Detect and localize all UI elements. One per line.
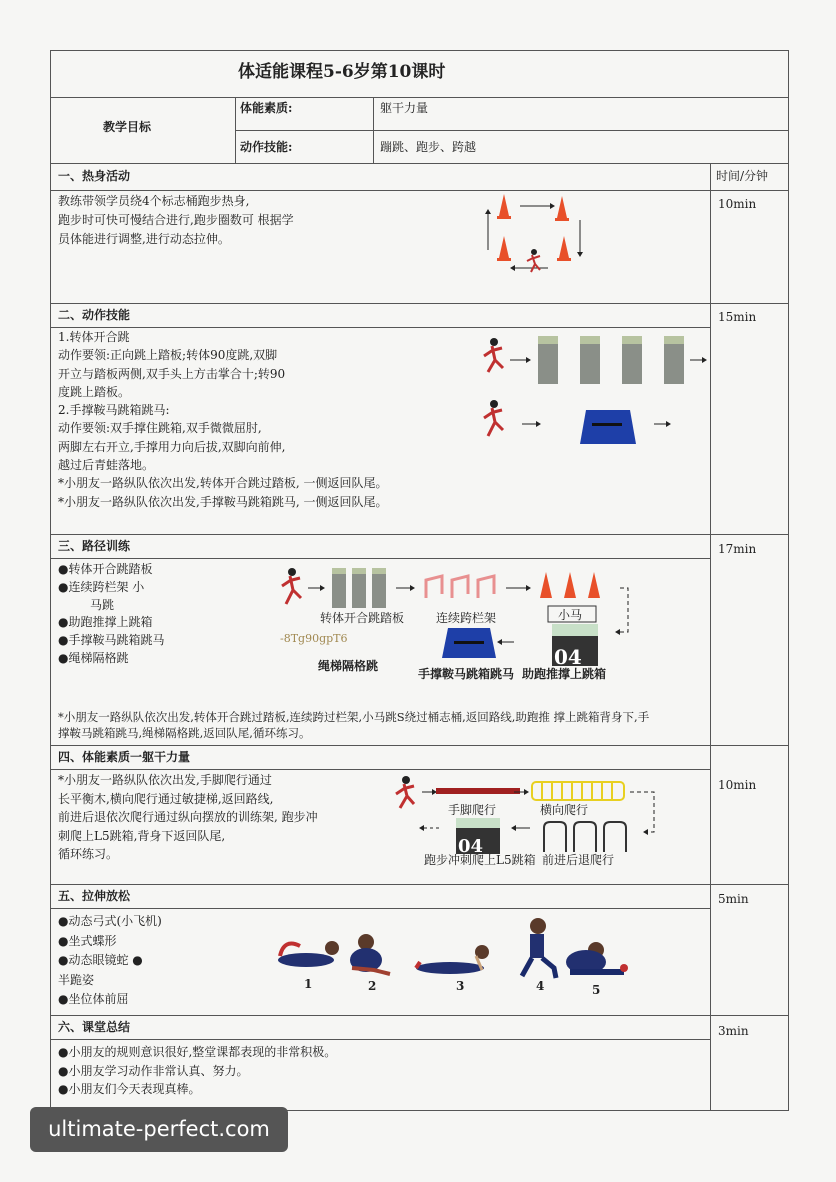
stretch-poses [270,912,640,1002]
core-label-crawl: 手脚爬行 [448,803,497,817]
section-skills-time: 15min [718,310,757,324]
circuit-box-number: 04 [554,645,582,669]
circuit-label-ladder: 绳梯隔格跳 [318,659,379,673]
pose-butterfly-icon [350,934,390,974]
skills-diagram [478,330,710,450]
cone-icon [497,194,511,219]
jump-board-icon [622,336,642,384]
runner-icon [396,776,414,808]
runner-icon [484,400,503,436]
core-label-sprint: 跑步冲刺爬上L5跳箱 [424,853,536,867]
circuit-label-code: -8Tg90gpT6 [280,632,348,645]
warmup-diagram [480,190,590,280]
runner-icon [282,568,301,604]
section-circuit-time: 17min [718,542,757,556]
vault-box-icon [442,628,496,658]
circuit-label-hurdle: 连续跨栏架 [436,611,497,625]
hurdle-icon [478,576,494,598]
balance-beam-icon [436,788,520,794]
pose-number-3: 3 [456,979,465,993]
hurdle-icon [426,576,442,598]
jump-board-icon [664,336,684,384]
pose-number-4: 4 [536,979,545,993]
circuit-label-push: 助跑推撑上跳箱 [522,667,607,681]
section-warmup-text: 教练带领学员绕4个标志桶跑步热身, 跑步时可快可慢结合进行,跑步圈数可 根据学 员体能进行调整,进行动态拉伸。 [58,194,294,246]
section-circuit-note: *小朋友一路纵队依次出发,转体开合跳过踏板,连续跨过栏架,小马跳S绕过桶志桶,返回路线,助跑推 撑上跳箱背身下,手 撑鞍马跳箱跳马,绳梯隔格跳,返回队尾,循环练习。 [58,710,650,740]
time-header: 时间/分钟 [716,169,769,183]
jump-board-icon [372,568,386,608]
section-circuit-bullets: ●转体开合跳踏板 ●连续跨栏架 小 马跳 ●助跑推撑上跳箱 ●手撑鞍马跳箱跳马 ●绳梯隔格跳 [58,562,165,665]
section-warmup-title: 一、热身活动 [58,169,131,183]
jump-board-icon [538,336,558,384]
cone-icon [557,236,571,261]
pose-cobra-icon [416,945,489,974]
section-stretch-title: 五、拉伸放松 [58,889,131,903]
jump-board-icon [332,568,346,608]
runner-icon [527,249,540,272]
circuit-label-board: 转体开合跳踏板 [320,611,405,625]
jump-board-icon [580,336,600,384]
core-label-frame: 前进后退爬行 [542,853,615,867]
pose-number-2: 2 [368,979,377,993]
hurdle-icon [452,576,468,598]
section-circuit-title: 三、路径训练 [58,539,131,553]
objective-value-skill: 蹦跳、跑步、跨越 [380,140,477,154]
vault-box-icon [580,410,636,444]
cone-icon [497,236,511,261]
core-box-number: 04 [458,836,484,857]
section-skills-title: 二、动作技能 [58,308,131,322]
pose-number-1: 1 [304,977,313,991]
jump-board-icon [352,568,366,608]
core-label-lateral: 横向爬行 [540,803,589,817]
pose-kneel-icon [522,918,556,978]
training-frame-icon [544,822,626,852]
objectives-label: 教学目标 [103,120,152,134]
objective-key-skill: 动作技能: [240,140,293,154]
section-core-title: 四、体能素质一躯干力量 [58,750,191,764]
section-summary-time: 3min [718,1024,749,1038]
section-core-time: 10min [718,778,757,792]
cone-icon [588,572,600,598]
objective-value-fitness: 躯干力量 [380,101,429,115]
objective-key-fitness: 体能素质: [240,101,293,115]
cone-icon [540,572,552,598]
watermark-badge: ultimate-perfect.com [30,1107,288,1152]
section-stretch-time: 5min [718,892,749,906]
section-core-text: *小朋友一路纵队依次出发,手脚爬行通过 长平衡木,横向爬行通过敏捷梯,返回路线, 前进后退依次爬行通过纵向摆放的训练架, 跑步冲 刺爬上L5跳箱,背身下返回队尾, 循环练习。 [58,773,318,861]
section-skills-text: 1.转体开合跳 动作要领:正向跳上踏板;转体90度跳,双脚 开立与踏板两侧,双手头上方击掌合十;转90 度跳上踏板。 2.手撑鞍马跳箱跳马: 动作要领:双手撑住跳箱,双手微微屈肘, 两脚左右开立,手撑用力向后拔,双脚向前伸, 越过后青蛙落地。 *小朋友一路纵队依次出发,转体开合跳过踏板, 一侧返回队尾。 *小朋友一路纵队依次出发,手撑鞍马跳箱跳马, 一侧返回队尾。 [58,330,388,509]
cone-icon [555,196,569,221]
circuit-label-pony: 小马 [558,608,583,622]
section-summary-bullets: ●小朋友的规则意识很好,整堂课都表现的非常积极。 ●小朋友学习动作非常认真、努力。 ●小朋友们今天表现真棒。 [58,1045,337,1096]
pose-sit-reach-icon [566,942,628,974]
circuit-diagram [276,562,636,686]
pose-bow-icon [278,941,339,967]
cone-icon [564,572,576,598]
circuit-label-vault: 手撑鞍马跳箱跳马 [418,667,515,681]
page-title: 体适能课程5-6岁第10课时 [238,62,446,82]
pose-number-5: 5 [592,983,601,997]
section-warmup-time: 10min [718,197,757,211]
section-summary-title: 六、课堂总结 [58,1020,131,1034]
ladder-icon [532,782,624,800]
runner-icon [484,338,503,372]
core-diagram [390,772,670,870]
section-stretch-bullets: ●动态弓式(小飞机) ●坐式蝶形 ●动态眼镜蛇 ● 半跪姿 ●坐位体前屈 [58,914,162,1006]
